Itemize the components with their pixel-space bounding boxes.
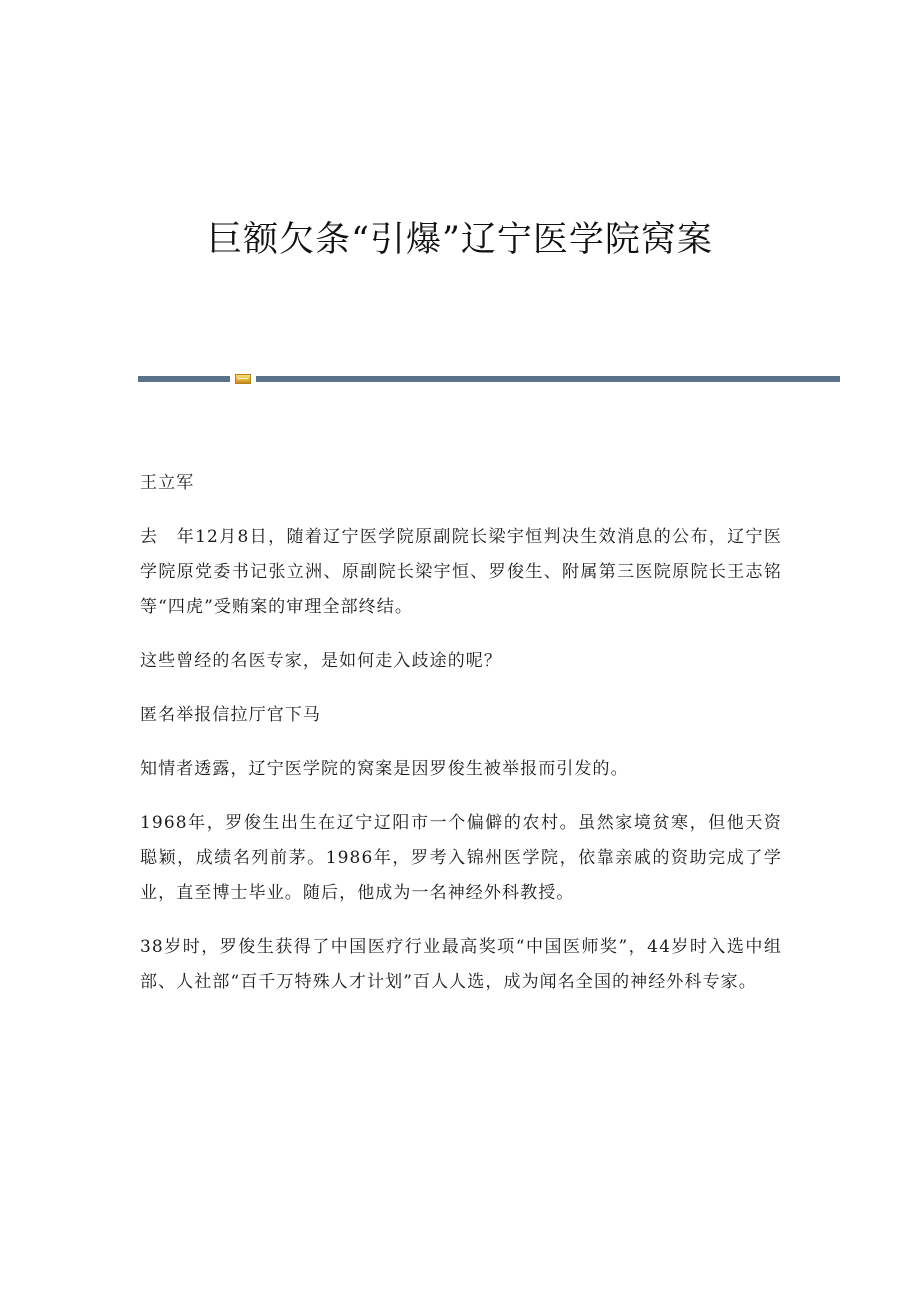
paragraph: 去 年12月8日，随着辽宁医学院原副院长梁宇恒判决生效消息的公布，辽宁医学院原党委书记张立洲、原副院长梁宇恒、罗俊生、附属第三医院原院长王志铭等“四虎”受贿案的审理全部终结。 xyxy=(140,527,782,617)
paragraph: 1968年，罗俊生出生在辽宁辽阳市一个偏僻的农村。虽然家境贫寒，但他天资聪颖，成绩名列前茅。1986年，罗考入锦州医学院，依靠亲戚的资助完成了学业，直至博士毕业。随后，他成为一名神经外科教授。 xyxy=(140,813,782,903)
divider-bar-right xyxy=(256,376,840,382)
author-line: 王立军 xyxy=(140,473,195,493)
paragraph: 知情者透露，辽宁医学院的窝案是因罗俊生被举报而引发的。 xyxy=(140,759,629,779)
article-body xyxy=(140,466,782,1019)
title-divider xyxy=(138,374,840,384)
paragraph: 这些曾经的名医专家，是如何走入歧途的呢？ xyxy=(140,651,502,671)
section-heading: 匿名举报信拉厅官下马 xyxy=(140,705,321,725)
divider-ornament-icon xyxy=(235,374,251,384)
divider-bar-left xyxy=(138,376,230,382)
paragraph: 38岁时，罗俊生获得了中国医疗行业最高奖项“中国医师奖”，44岁时入选中组部、人社部“百千万特殊人才计划”百人人选，成为闻名全国的神经外科专家。 xyxy=(140,937,782,992)
document-title: 巨额欠条“引爆”辽宁医学院窝案 xyxy=(207,220,713,260)
